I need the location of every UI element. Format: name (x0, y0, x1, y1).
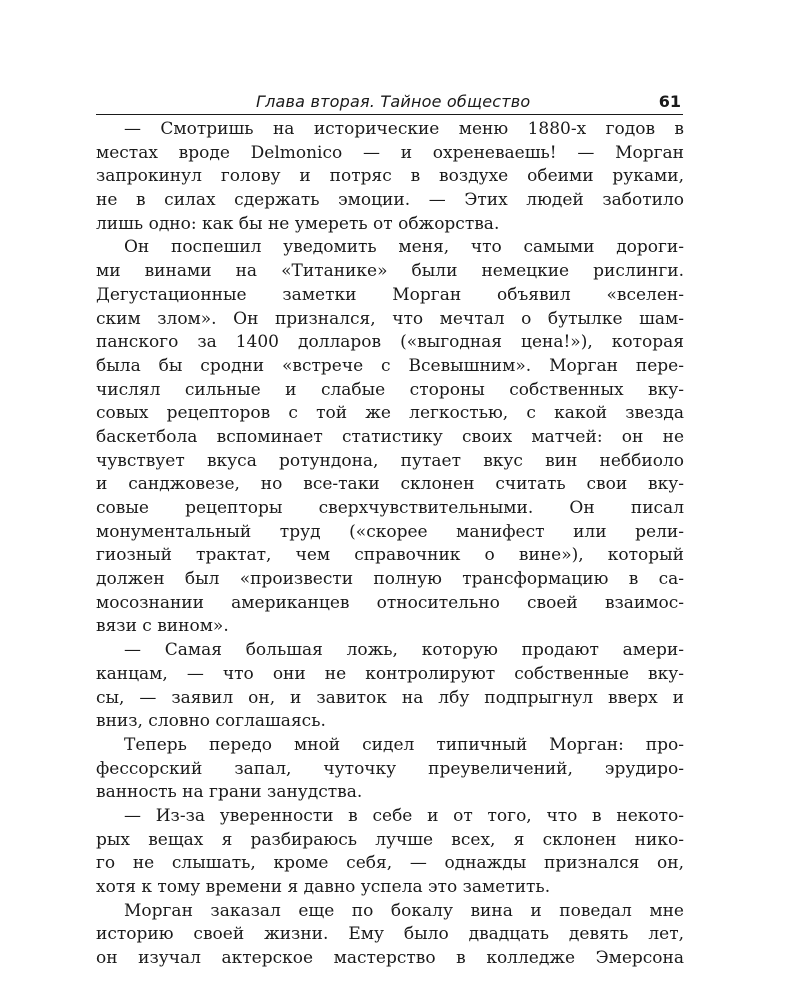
body-text (96, 118, 684, 971)
running-header (96, 92, 683, 115)
text-line: совых рецепторов с той же легкостью, с какой звезда (96, 403, 684, 424)
text-line: вязи с вином». (96, 616, 229, 637)
text-line: баскетбола вспоминает статистику своих матчей: он не (96, 426, 684, 447)
text-line: канцам, — что они не контролируют собственные вку- (96, 663, 684, 684)
text-line: чувствует вкуса ротундона, путает вкус вин неббиоло (96, 450, 684, 471)
text-line: не в силах сдержать эмоции. — Этих людей заботило (96, 190, 684, 211)
text-line: сы, — заявил он, и завиток на лбу подпрыгнул вверх и (96, 687, 684, 708)
text-line: монументальный труд («скорее манифест или рели- (96, 521, 684, 542)
text-line: должен был «произвести полную трансформацию в са- (96, 569, 684, 590)
text-line: совые рецепторы сверхчувствительными. Он писал (96, 498, 684, 518)
text-line: запрокинул голову и потряс в воздухе обеими руками, (96, 166, 684, 187)
text-line: Теперь передо мной сидел типичный Морган: про- (124, 734, 684, 755)
text-line: Он поспешил уведомить меня, что самыми дороги- (124, 237, 684, 258)
text-line: — Смотришь на исторические меню 1880-х годов в (124, 119, 684, 139)
text-line: гиозный трактат, чем справочник о вине»), который (96, 545, 684, 566)
text-line: вниз, словно соглашаясь. (96, 711, 326, 732)
text-line: рых вещах я разбираюсь лучше всех, я склонен нико- (96, 829, 684, 850)
text-line: лишь одно: как бы не умереть от обжорства. (96, 213, 500, 234)
text-line: он изучал актерское мастерство в колледже Эмерсона (96, 948, 684, 969)
page-number: 61 (658, 92, 681, 111)
chapter-title: Глава вторая. Тайное общество (256, 92, 531, 111)
text-line: панского за 1400 долларов («выгодная цена!»), которая (96, 332, 684, 353)
text-line: Морган заказал еще по бокалу вина и поведал мне (124, 900, 684, 921)
text-line: была бы сродни «встрече с Всевышним». Морган пере- (96, 355, 684, 376)
text-line: — Из-за уверенности в себе и от того, что в некото- (124, 805, 684, 826)
text-line: и санджовезе, но все-таки склонен считать свои вку- (96, 474, 684, 495)
text-line: историю своей жизни. Ему было двадцать девять лет, (96, 924, 684, 945)
text-line: фессорский запал, чуточку преувеличений, эрудиро- (96, 758, 684, 779)
text-line: мосознании американцев относительно своей взаимос- (96, 592, 684, 613)
text-line: ванность на грани занудства. (96, 782, 363, 803)
text-line: ми винами на «Титанике» были немецкие рислинги. (96, 261, 684, 282)
text-line: Дегустационные заметки Морган объявил «вселен- (96, 284, 684, 305)
text-line: ским злом». Он признался, что мечтал о бутылке шам- (96, 308, 684, 329)
text-line: местах вроде Delmonico — и охреневаешь! — Морган (96, 142, 684, 163)
text-line: — Самая большая ложь, которую продают амери- (124, 640, 684, 661)
text-line: го не слышать, кроме себя, — однажды признался он, (96, 853, 684, 874)
text-line: хотя к тому времени я давно успела это заметить. (96, 877, 551, 897)
text-line: числял сильные и слабые стороны собственных вку- (96, 379, 684, 400)
